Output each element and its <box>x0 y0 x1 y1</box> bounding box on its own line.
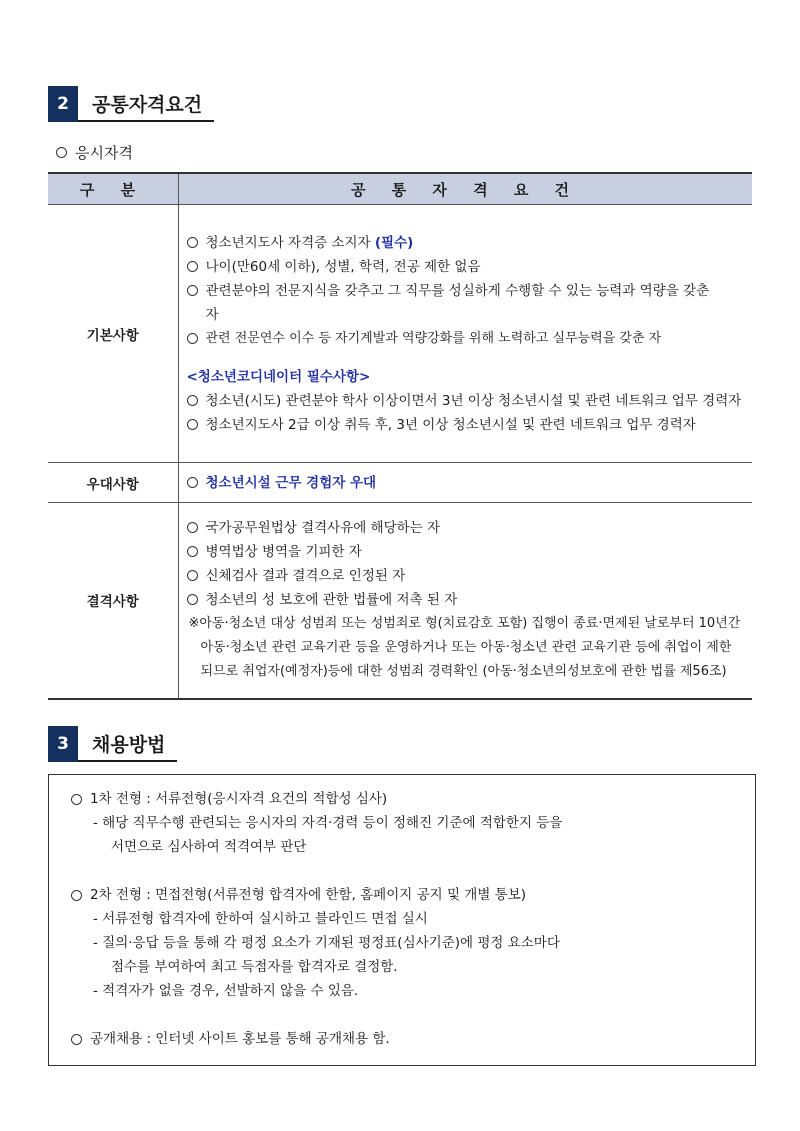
required-tag: (필수) <box>374 234 414 251</box>
table-row-preference <box>48 463 752 503</box>
circle-bullet-icon <box>187 594 198 605</box>
row-label: 기본사항 <box>48 205 178 463</box>
list-item: 청소년의 성 보호에 관한 법률에 저촉 된 자 <box>187 588 743 612</box>
legal-note: ※아동·청소년 대상 성범죄 또는 성범죄로 형(치료감호 포함) 집행이 종료·면제된 날로부터 10년간 아동·청소년 관련 교육기관 등을 운영하거나 또는 아동·청소년 관련 교육기관 등에 취업이 제한되므로 취업자(예정자)등에 대한 성범죄 경력확인 (아동·청소년의성보호에 관한 법률 제56조) <box>188 616 741 680</box>
section-title: 공통자격요건 <box>78 86 214 122</box>
circle-bullet-icon <box>187 522 198 533</box>
row-label: 결격사항 <box>48 503 178 699</box>
circle-bullet-icon <box>187 419 198 430</box>
circle-bullet-icon <box>187 285 198 296</box>
header-requirements: 공 통 자 격 요 건 <box>178 173 752 205</box>
list-item: 신체검사 결과 결격으로 인정된 자 <box>187 564 743 588</box>
circle-bullet-icon <box>187 261 198 272</box>
stage2-bullet: - 서류전형 합격자에 한하여 실시하고 블라인드 면접 실시 <box>93 911 428 927</box>
stage1-bullet-cont: 서면으로 심사하여 적격여부 판단 <box>111 839 307 855</box>
basic-content <box>178 205 752 463</box>
section-title: 채용방법 <box>78 726 177 762</box>
circle-bullet-icon <box>187 395 198 406</box>
circle-bullet-icon <box>187 333 198 344</box>
circle-bullet-icon <box>187 237 198 248</box>
list-item: 청소년지도사 2급 이상 취득 후, 3년 이상 청소년시설 및 관련 네트워크 업무 경력자 <box>187 413 743 437</box>
coordinator-title: <청소년코디네이터 필수사항> <box>186 368 371 385</box>
stage1-title: 1차 전형 : 서류전형(응시자격 요건의 적합성 심사) <box>71 787 735 811</box>
table-row-basic <box>48 205 752 463</box>
circle-bullet-icon <box>187 546 198 557</box>
circle-bullet-icon <box>71 890 82 901</box>
list-item: 관련분야의 전문지식을 갖추고 그 직무를 성실하게 수행할 수 있는 능력과 역량을 갖춘 자 <box>187 279 743 327</box>
list-item: 나이(만60세 이하), 성별, 학력, 전공 제한 없음 <box>187 255 743 279</box>
circle-bullet-icon <box>71 794 82 805</box>
list-item: 청소년(시도) 관련분야 학사 이상이면서 3년 이상 청소년시설 및 관련 네트워크 업무 경력자 <box>187 389 743 413</box>
circle-bullet-icon <box>187 570 198 581</box>
table-row-disqualification <box>48 503 752 699</box>
table-header-row <box>48 173 752 205</box>
stage2-bullet-cont: 점수를 부여하여 최고 득점자를 합격자로 결정함. <box>111 959 398 975</box>
circle-bullet-icon <box>71 1034 82 1045</box>
section-number: 2 <box>48 86 78 122</box>
requirements-table <box>48 172 752 700</box>
list-item: 병역법상 병역을 기피한 자 <box>187 540 743 564</box>
stage2-title: 2차 전형 : 면접전형(서류전형 합격자에 한함, 홈페이지 공지 및 개별 통보) <box>71 883 735 907</box>
eligibility-heading-text: 응시자격 <box>75 144 133 162</box>
preference-content <box>178 463 752 503</box>
list-item: 국가공무원법상 결격사유에 해당하는 자 <box>187 516 743 540</box>
public-hiring: 공개채용 : 인터넷 사이트 홍보를 통해 공개채용 함. <box>71 1027 735 1051</box>
list-item: 관련 전문연수 이수 등 자기계발과 역량강화를 위해 노력하고 실무능력을 갖춘 자 <box>187 327 743 351</box>
header-category: 구 분 <box>48 173 178 205</box>
section-2-heading <box>48 86 214 122</box>
circle-bullet-icon <box>187 477 198 488</box>
stage2-bullet: - 질의·응답 등을 통해 각 평정 요소가 기재된 평정표(심사기준)에 평정 요소마다 <box>93 935 560 951</box>
hiring-method-box <box>48 774 756 1066</box>
disqualification-content <box>178 503 752 699</box>
stage2-bullet: - 적격자가 없을 경우, 선발하지 않을 수 있음. <box>93 983 359 999</box>
section-3-heading <box>48 726 177 762</box>
eligibility-heading <box>56 142 133 163</box>
stage1-bullet: - 해당 직무수행 관련되는 응시자의 자격·경력 등이 정해진 기준에 적합한지 등을 <box>93 815 563 831</box>
section-number: 3 <box>48 726 78 762</box>
circle-bullet-icon <box>56 147 67 158</box>
list-item: 청소년지도사 자격증 소지자 (필수) <box>187 231 743 255</box>
list-item: 청소년시설 근무 경험자 우대 <box>187 471 743 495</box>
row-label: 우대사항 <box>48 463 178 503</box>
